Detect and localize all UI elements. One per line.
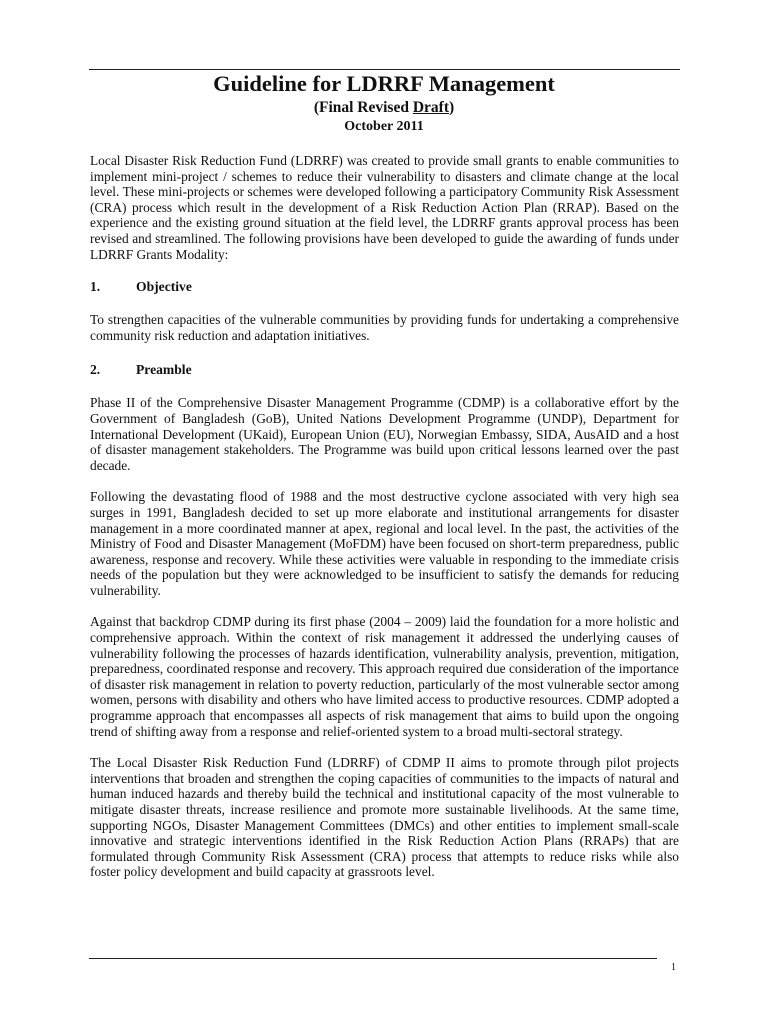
subtitle-draft-word: Draft — [412, 99, 449, 116]
document-date: October 2011 — [344, 119, 424, 134]
section-heading-preamble — [90, 362, 679, 378]
preamble-paragraph: Against that backdrop CDMP during its first phase (2004 – 2009) laid the foundation for a more holistic and comprehensive approach. Within the context of risk management it addressed the underlying causes of vulnerability following the processes of hazards identification, vulnerability analysis, prevention, mitigation, preparedness, coordinated response and recovery. This approach required due consideration of the importance of disaster risk management in relation to poverty reduction, particularly of the most vulnerable sector among women, persons with disability and others who have limited access to productive resources. CDMP adopted a programme approach that encompasses all aspects of risk management that aims to build upon the ongoing trend of shifting away from a response and relief-oriented system to a broad multi-sectoral strategy. — [90, 614, 679, 739]
document-subtitle — [0, 98, 768, 118]
subtitle-close: ) — [449, 99, 455, 116]
section-title: Objective — [136, 279, 192, 295]
footer-rule — [89, 958, 657, 959]
page-number: 1 — [671, 962, 676, 973]
subtitle-open: (Final Revised — [313, 99, 413, 116]
preamble-paragraph: Following the devastating flood of 1988 and the most destructive cyclone associated with very high sea surges in 1991, Bangladesh decided to set up more elaborate and institutional arrangements for disaster management in a more coordinated manner at apex, regional and local level. In the past, the activities of the Ministry of Food and Disaster Management (MoFDM) have been focused on short-term preparedness, public awareness, response and recovery. While these activities were valuable in responding to the immediate crisis needs of the population but they were acknowledged to be insufficient to satisfy the demands for reducing vulnerability. — [90, 489, 679, 598]
section-number: 2. — [90, 362, 101, 378]
objective-paragraph: To strengthen capacities of the vulnerable communities by providing funds for undertaking a comprehensive community risk reduction and adaptation initiatives. — [90, 312, 679, 343]
document-title: Guideline for LDRRF Management — [213, 71, 555, 96]
section-heading-objective — [90, 279, 679, 295]
preamble-paragraph: Phase II of the Comprehensive Disaster Management Programme (CDMP) is a collaborative effort by the Government of Bangladesh (GoB), United Nations Development Programme (UNDP), Department for International Development (UKaid), European Union (EU), Norwegian Embassy, SIDA, AusAID and a host of disaster management stakeholders. The Programme was build upon critical lessons learned over the past decade. — [90, 395, 679, 473]
section-title: Preamble — [136, 362, 192, 378]
document-body — [90, 153, 679, 880]
intro-paragraph: Local Disaster Risk Reduction Fund (LDRRF) was created to provide small grants to enable communities to implement mini-project / schemes to reduce their vulnerability to disasters and climate change at the local level. These mini-projects or schemes were developed following a participatory Community Risk Assessment (CRA) process which result in the development of a Risk Reduction Action Plan (RRAP). Based on the experience and the existing ground situation at the field level, the LDRRF grants approval process has been revised and streamlined. The following provisions have been developed to guide the awarding of funds under LDRRF Grants Modality: — [90, 153, 679, 262]
section-number: 1. — [90, 279, 101, 295]
preamble-paragraph: The Local Disaster Risk Reduction Fund (LDRRF) of CDMP II aims to promote through pilot projects interventions that broaden and strengthen the coping capacities of communities to the impacts of natural and human induced hazards and thereby build the technical and institutional capacity of the most vulnerable to mitigate disaster threats, increase resilience and promote more sustainable livelihoods. At the same time, supporting NGOs, Disaster Management Committees (DMCs) and other entities to implement small-scale innovative and strategic interventions identified in the Risk Reduction Action Plans (RRAPs) that are formulated through Community Risk Assessment (CRA) process that attempts to reduce risks while also foster policy development and build capacity at grassroots level. — [90, 755, 679, 880]
